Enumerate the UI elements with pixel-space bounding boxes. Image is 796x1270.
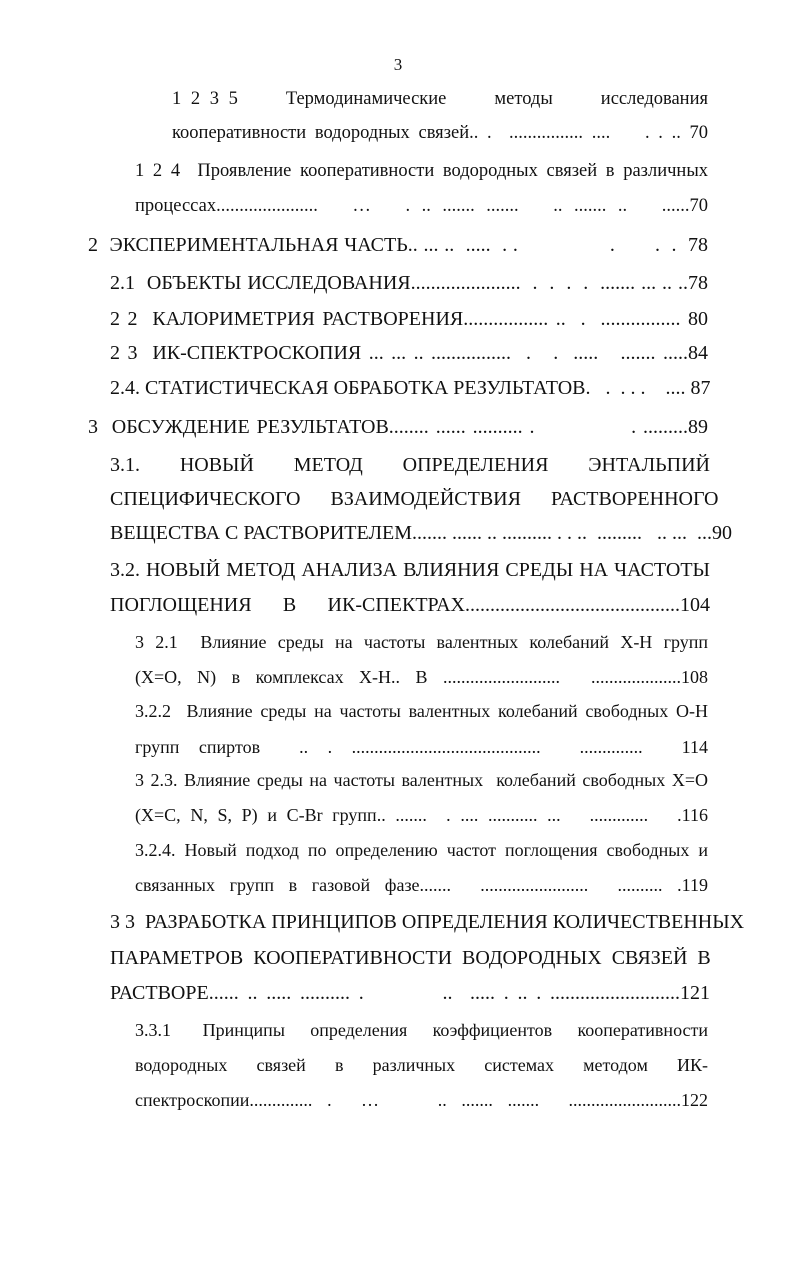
toc-entry-124-line1: 1 2 4 Проявление кооперативности водородных связей в различных xyxy=(135,161,708,181)
toc-entry-33-line2: ПАРАМЕТРОВ КООПЕРАТИВНОСТИ ВОДОРОДНЫХ СВЯЗЕЙ В xyxy=(110,947,711,969)
page-number: 3 xyxy=(393,55,403,74)
toc-entry-21: 2.1 ОБЪЕКТЫ ИССЛЕДОВАНИЯ...................... . . . . ....... ... .. ..78 xyxy=(110,272,708,294)
toc-entry-124-line2: процессах...................... … . .. ....... ....... .. ....... .. ......70 xyxy=(135,196,708,216)
toc-entry-331-line2: водородных связей в различных системах методом ИК- xyxy=(135,1055,708,1075)
toc-entry-331-line1: 3.3.1 Принципы определения коэффициентов кооперативности xyxy=(135,1020,708,1040)
toc-entry-33-line3: РАСТВОРЕ...... .. ..... .......... . .. ..... . .. . ..........................121 xyxy=(110,982,710,1004)
toc-entry-24: 2.4. СТАТИСТИЧЕСКАЯ ОБРАБОТКА РЕЗУЛЬТАТОВ. . . . . .... 87 xyxy=(110,377,711,399)
toc-entry-32-line2: ПОГЛОЩЕНИЯ В ИК-СПЕКТРАХ...........................................104 xyxy=(110,594,710,616)
toc-entry-321-line2: (X=O, N) в комплексах X-H.. B .......................... ....................108 xyxy=(135,667,708,687)
toc-entry-31-line1: 3.1. НОВЫЙ МЕТОД ОПРЕДЕЛЕНИЯ ЭНТАЛЬПИЙ xyxy=(110,454,710,476)
toc-entry-322-line1: 3.2.2 Влияние среды на частоты валентных колебаний свободных O-H xyxy=(135,701,708,721)
toc-entry-23: 2 3 ИК-СПЕКТРОСКОПИЯ ... ... .. ................ . . ..... ....... .....84 xyxy=(110,342,708,364)
toc-entry-1235-line2: кооперативности водородных связей.. . ................ .... . . .. 70 xyxy=(172,123,708,143)
toc-entry-323-line2: (X=C, N, S, P) и C-Br групп.. ....... . .... ........... ... ............. .116 xyxy=(135,805,708,825)
toc-entry-2: 2 ЭКСПЕРИМЕНТАЛЬНАЯ ЧАСТЬ.. ... .. ..... . . . . . 78 xyxy=(88,234,708,256)
toc-entry-3: 3 ОБСУЖДЕНИЕ РЕЗУЛЬТАТОВ........ ...... .......... . . .........89 xyxy=(88,416,708,438)
toc-entry-22: 2 2 КАЛОРИМЕТРИЯ РАСТВОРЕНИЯ................. .. . ................ 80 xyxy=(110,308,708,330)
toc-entry-31-line2: СПЕЦИФИЧЕСКОГО ВЗАИМОДЕЙСТВИЯ РАСТВОРЕННОГО xyxy=(110,488,719,510)
toc-entry-331-line3: спектроскопии.............. . … .. ....... ....... .........................122 xyxy=(135,1090,708,1110)
toc-entry-322-line2: групп спиртов .. . .......................................... .............. 114 xyxy=(135,737,708,757)
toc-entry-32-line1: 3.2. НОВЫЙ МЕТОД АНАЛИЗА ВЛИЯНИЯ СРЕДЫ НА ЧАСТОТЫ xyxy=(110,559,710,581)
toc-entry-1235-line1: 1 2 3 5 Термодинамические методы исследования xyxy=(172,89,708,109)
toc-entry-324-line2: связанных групп в газовой фазе....... ........................ .......... .119 xyxy=(135,875,708,895)
toc-entry-33-line1: 3 3 РАЗРАБОТКА ПРИНЦИПОВ ОПРЕДЕЛЕНИЯ КОЛИЧЕСТВЕННЫХ xyxy=(110,911,745,933)
toc-entry-321-line1: 3 2.1 Влияние среды на частоты валентных колебаний X-H групп xyxy=(135,632,708,652)
toc-entry-323-line1: 3 2.3. Влияние среды на частоты валентных колебаний свободных X=O xyxy=(135,770,708,790)
toc-entry-324-line1: 3.2.4. Новый подход по определению частот поглощения свободных и xyxy=(135,840,708,860)
toc-entry-31-line3: ВЕЩЕСТВА С РАСТВОРИТЕЛЕМ....... ...... .. .......... . . .. ......... .. ... ...90 xyxy=(110,522,733,544)
